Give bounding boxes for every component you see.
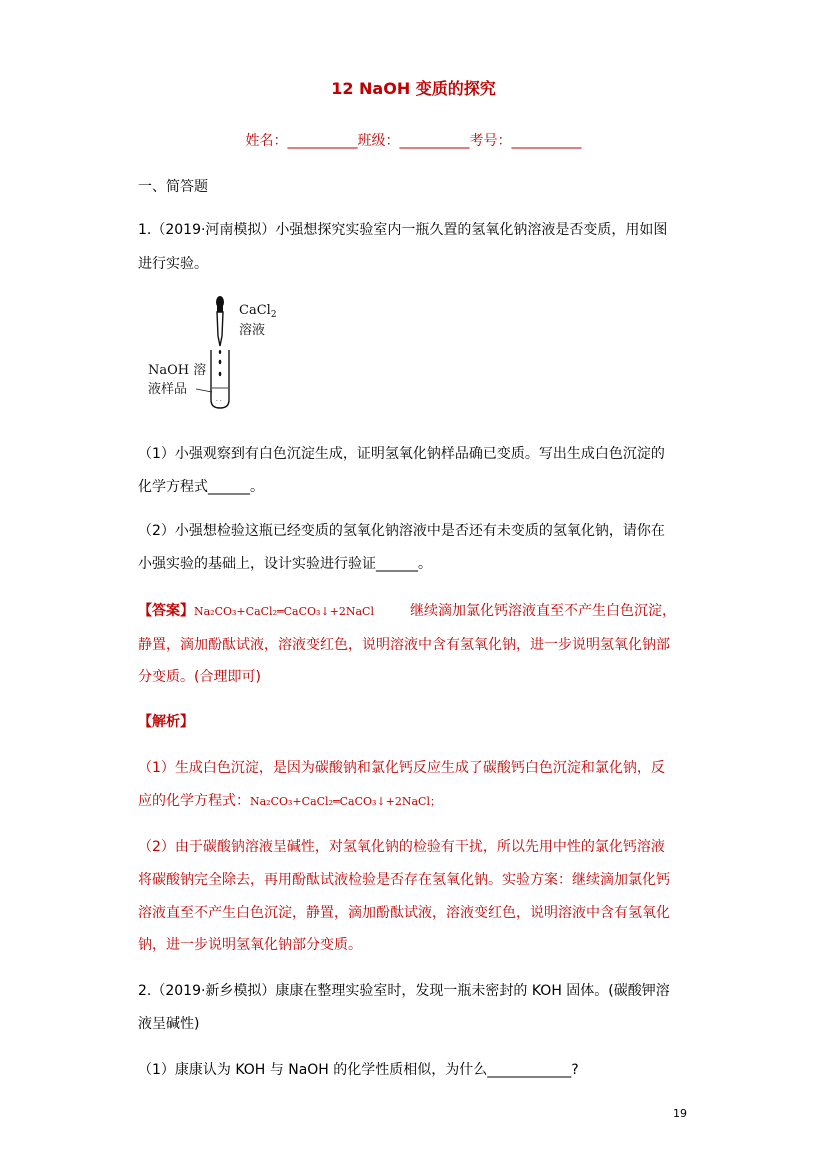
q2-stem-line1: 2.（2019·新乡模拟）康康在整理实验室时，发现一瓶未密封的 KOH 固体。(碳酸钾溶 <box>138 983 670 999</box>
analysis-2-line2: 将碳酸钠完全除去，再用酚酞试液检验是否存在氢氧化钠。实验方案：继续滴加氯化钙 <box>138 872 670 888</box>
analysis-label: 【解析】 <box>138 714 194 730</box>
analysis-2-line3: 溶液直至不产生白色沉淀，静置，滴加酚酞试液，溶液变红色，说明溶液中含有氢氧化 <box>138 905 670 921</box>
page-number: 19 <box>673 1107 687 1120</box>
analysis-2-line1: （2）由于碳酸钠溶液呈碱性，对氢氧化钠的检验有干扰，所以先用中性的氯化钙溶液 <box>138 839 665 855</box>
q1-sub1-line1: （1）小强观察到有白色沉淀生成，证明氢氧化钠样品确已变质。写出生成白色沉淀的 <box>138 446 665 462</box>
answer-line3: 分变质。(合理即可) <box>138 669 261 685</box>
liquid-drop-2 <box>219 372 222 376</box>
drop-1 <box>219 350 221 354</box>
answer-text: 继续滴加氯化钙溶液直至不产生白色沉淀， <box>409 603 676 619</box>
dropper-neck <box>217 306 223 312</box>
answer-formula: Na₂CO₃+CaCl₂═CaCO₃↓+2NaCl <box>194 605 374 618</box>
analysis-2-line4: 钠，进一步说明氢氧化钠部分变质。 <box>138 937 362 953</box>
answer-label: 【答案】 <box>138 603 194 619</box>
analysis-1-text: 应的化学方程式： <box>138 793 250 809</box>
section-heading: 一、简答题 <box>138 179 208 195</box>
dropper-tube <box>217 312 223 346</box>
analysis-1-line1: （1）生成白色沉淀，是因为碳酸钠和氯化钙反应生成了碳酸钙白色沉淀和氯化钠，反 <box>138 760 665 776</box>
q1-stem-line1: 1.（2019·河南模拟）小强想探究实验室内一瓶久置的氢氧化钠溶液是否变质，用如图 <box>138 222 668 238</box>
tube-label-2: 液样品 <box>148 382 188 397</box>
analysis-1-formula: Na₂CO₃+CaCl₂═CaCO₃↓+2NaCl； <box>250 795 441 808</box>
q1-stem-line2: 进行实验。 <box>138 256 208 272</box>
q1-sub2-line1: （2）小强想检验这瓶已经变质的氢氧化钠溶液中是否还有未变质的氢氧化钠，请你在 <box>138 523 665 539</box>
analysis-1-line2 <box>138 790 441 810</box>
svg-text:· ·: · · <box>216 398 222 405</box>
tube-label-1: NaOH 溶 <box>148 363 207 378</box>
q1-sub1-line2: 化学方程式______。 <box>138 479 264 495</box>
liquid-drop-1 <box>219 360 222 364</box>
q2-stem-line2: 液呈碱性) <box>138 1016 200 1032</box>
dropper-label-2: 溶液 <box>239 323 266 338</box>
experiment-figure <box>140 292 300 422</box>
q2-sub1: （1）康康认为 KOH 与 NaOH 的化学性质相似，为什么____________? <box>138 1062 579 1078</box>
dropper-label: CaCl$_2$ <box>239 303 277 320</box>
student-info-line: 姓名：__________班级：__________考号：__________ <box>245 133 582 149</box>
answer-line1 <box>138 600 676 620</box>
q1-sub2-line2: 小强实验的基础上，设计实验进行验证______。 <box>138 556 432 572</box>
answer-line2: 静置，滴加酚酞试液，溶液变红色，说明溶液中含有氢氧化钠，进一步说明氢氧化钠部 <box>138 637 670 653</box>
tube-label-pointer <box>196 389 212 392</box>
page-title: 12 NaOH 变质的探究 <box>331 79 496 98</box>
